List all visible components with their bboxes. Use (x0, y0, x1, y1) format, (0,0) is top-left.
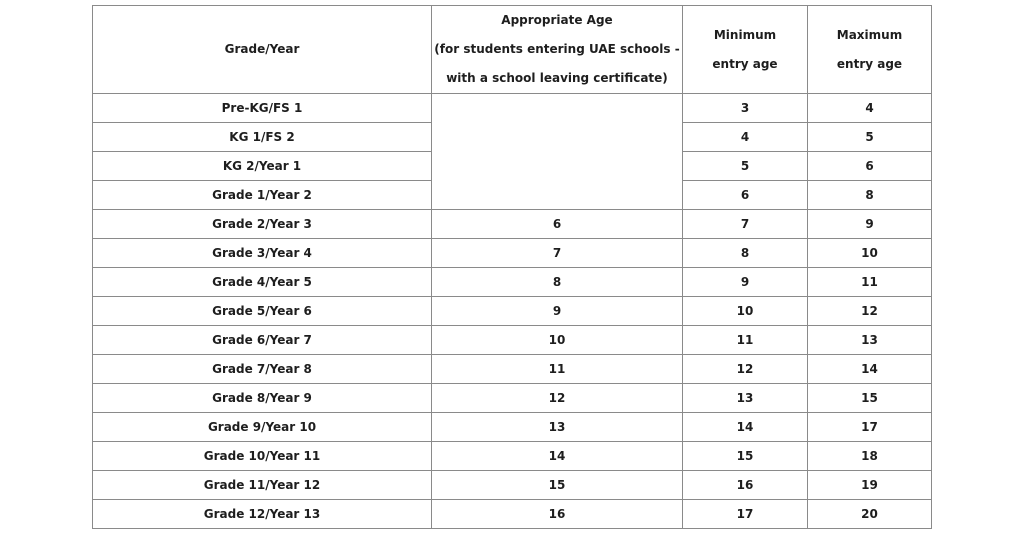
table-body (93, 94, 932, 529)
cell-grade: KG 1/FS 2 (93, 123, 432, 152)
header-maximum-entry-age (808, 6, 932, 94)
cell-appropriate-age: 11 (432, 355, 683, 384)
cell-appropriate-age: 6 (432, 210, 683, 239)
header-appropriate-age-note-2: with a school leaving certificate) (446, 71, 668, 85)
cell-appropriate-age: 12 (432, 384, 683, 413)
cell-grade: Grade 5/Year 6 (93, 297, 432, 326)
cell-grade: Grade 9/Year 10 (93, 413, 432, 442)
header-appropriate-age-title: Appropriate Age (501, 13, 613, 27)
header-appropriate-age-note-1: (for students entering UAE schools - (434, 42, 680, 56)
table-row (93, 297, 932, 326)
header-maximum-line-2: entry age (836, 56, 903, 71)
cell-min-age: 10 (683, 297, 808, 326)
cell-grade: Grade 10/Year 11 (93, 442, 432, 471)
cell-max-age: 12 (808, 297, 932, 326)
cell-min-age: 7 (683, 210, 808, 239)
table-row (93, 413, 932, 442)
table-row (93, 384, 932, 413)
cell-grade: Grade 6/Year 7 (93, 326, 432, 355)
cell-max-age: 13 (808, 326, 932, 355)
cell-min-age: 6 (683, 181, 808, 210)
cell-grade: Pre-KG/FS 1 (93, 94, 432, 123)
cell-min-age: 9 (683, 268, 808, 297)
cell-appropriate-age: 7 (432, 239, 683, 268)
cell-min-age: 13 (683, 384, 808, 413)
table-row (93, 500, 932, 529)
table-row (93, 210, 932, 239)
cell-appropriate-age: 8 (432, 268, 683, 297)
header-appropriate-age (432, 6, 683, 94)
cell-grade: Grade 12/Year 13 (93, 500, 432, 529)
header-grade-year (93, 6, 432, 94)
cell-appropriate-age-empty-merged (432, 94, 683, 210)
cell-grade: Grade 3/Year 4 (93, 239, 432, 268)
cell-grade: Grade 2/Year 3 (93, 210, 432, 239)
header-row (93, 6, 932, 94)
cell-max-age: 20 (808, 500, 932, 529)
cell-grade: Grade 7/Year 8 (93, 355, 432, 384)
cell-max-age: 14 (808, 355, 932, 384)
cell-max-age: 18 (808, 442, 932, 471)
cell-max-age: 10 (808, 239, 932, 268)
cell-appropriate-age: 14 (432, 442, 683, 471)
cell-grade: Grade 11/Year 12 (93, 471, 432, 500)
header-maximum-line-1: Maximum (836, 27, 903, 42)
table-row (93, 471, 932, 500)
table-row (93, 268, 932, 297)
cell-min-age: 11 (683, 326, 808, 355)
cell-min-age: 5 (683, 152, 808, 181)
cell-appropriate-age: 9 (432, 297, 683, 326)
age-requirements-table (92, 5, 932, 529)
header-minimum-line-1: Minimum (713, 27, 777, 42)
cell-grade: Grade 4/Year 5 (93, 268, 432, 297)
header-minimum-line-2: entry age (712, 56, 778, 71)
table-row (93, 355, 932, 384)
cell-min-age: 14 (683, 413, 808, 442)
cell-max-age: 9 (808, 210, 932, 239)
cell-min-age: 15 (683, 442, 808, 471)
cell-min-age: 3 (683, 94, 808, 123)
cell-max-age: 6 (808, 152, 932, 181)
cell-min-age: 12 (683, 355, 808, 384)
cell-max-age: 8 (808, 181, 932, 210)
cell-appropriate-age: 16 (432, 500, 683, 529)
cell-max-age: 4 (808, 94, 932, 123)
cell-appropriate-age: 15 (432, 471, 683, 500)
cell-min-age: 4 (683, 123, 808, 152)
table-header (93, 6, 932, 94)
cell-min-age: 8 (683, 239, 808, 268)
cell-appropriate-age: 13 (432, 413, 683, 442)
cell-appropriate-age: 10 (432, 326, 683, 355)
cell-max-age: 17 (808, 413, 932, 442)
cell-max-age: 11 (808, 268, 932, 297)
age-requirements-table-container (92, 5, 932, 529)
cell-max-age: 5 (808, 123, 932, 152)
cell-grade: Grade 1/Year 2 (93, 181, 432, 210)
cell-min-age: 16 (683, 471, 808, 500)
table-row (93, 239, 932, 268)
header-grade-label: Grade/Year (224, 42, 300, 56)
table-row (93, 326, 932, 355)
cell-max-age: 19 (808, 471, 932, 500)
cell-min-age: 17 (683, 500, 808, 529)
cell-max-age: 15 (808, 384, 932, 413)
cell-grade: KG 2/Year 1 (93, 152, 432, 181)
table-row (93, 442, 932, 471)
header-minimum-entry-age (683, 6, 808, 94)
table-row (93, 94, 932, 123)
cell-grade: Grade 8/Year 9 (93, 384, 432, 413)
